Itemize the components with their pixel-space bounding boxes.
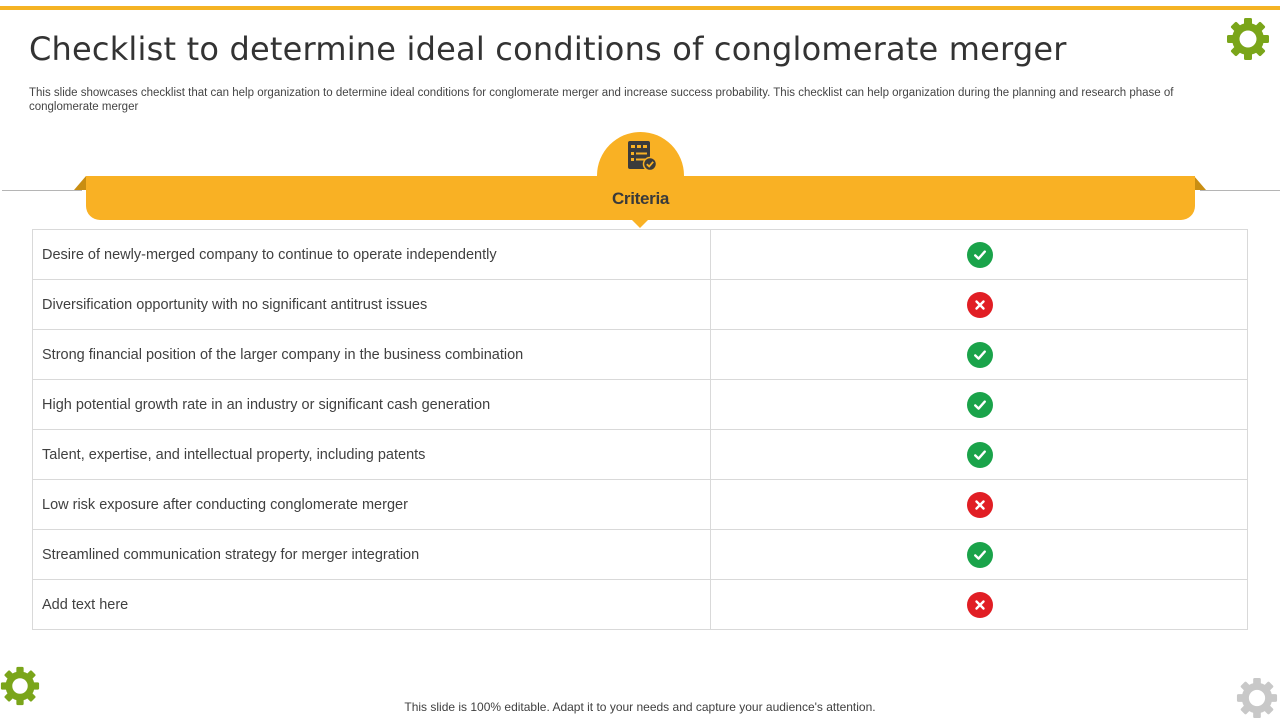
criteria-text: Talent, expertise, and intellectual property, including patents: [33, 430, 711, 479]
criteria-text: Streamlined communication strategy for merger integration: [33, 530, 711, 579]
check-icon: [967, 242, 993, 268]
table-row: [32, 330, 1248, 380]
check-icon: [967, 342, 993, 368]
status-cell: [711, 280, 1247, 329]
status-cell: [711, 430, 1247, 479]
status-cell: [711, 330, 1247, 379]
status-cell: [711, 480, 1247, 529]
check-icon: [967, 392, 993, 418]
divider-right: [1200, 190, 1280, 191]
table-row: [32, 580, 1248, 630]
criteria-text: Low risk exposure after conducting conglomerate merger: [33, 480, 711, 529]
top-accent-bar: [0, 6, 1280, 10]
divider-left: [2, 190, 82, 191]
status-cell: [711, 580, 1247, 629]
criteria-text: Diversification opportunity with no significant antitrust issues: [33, 280, 711, 329]
slide-subtitle: This slide showcases checklist that can help organization to determine ideal conditions for conglomerate merger and increase success probability. This checklist can help organization during the planning and research phase of conglomerate merger: [29, 87, 1174, 113]
table-row: [32, 280, 1248, 330]
criteria-checklist: [32, 229, 1248, 630]
cross-icon: [967, 292, 993, 318]
ribbon-fold-left: [74, 176, 86, 190]
table-row: [32, 230, 1248, 280]
header-pointer: [632, 220, 648, 228]
table-row: [32, 380, 1248, 430]
criteria-text: Add text here: [33, 580, 711, 629]
table-row: [32, 530, 1248, 580]
criteria-header-label: Criteria: [611, 189, 670, 208]
criteria-text: Desire of newly-merged company to continue to operate independently: [33, 230, 711, 279]
check-icon: [967, 442, 993, 468]
cross-icon: [967, 492, 993, 518]
table-row: [32, 480, 1248, 530]
status-cell: [711, 530, 1247, 579]
criteria-text: Strong financial position of the larger company in the business combination: [33, 330, 711, 379]
ribbon-fold-right: [1194, 176, 1206, 190]
status-cell: [711, 230, 1247, 279]
status-cell: [711, 380, 1247, 429]
cross-icon: [967, 592, 993, 618]
slide-title: Checklist to determine ideal conditions of conglomerate merger: [29, 30, 1067, 68]
check-icon: [967, 542, 993, 568]
checklist-document-icon: [624, 140, 658, 172]
table-row: [32, 430, 1248, 480]
footer-note: This slide is 100% editable. Adapt it to your needs and capture your audience's attention.: [404, 700, 876, 714]
gear-icon: [1226, 17, 1270, 61]
criteria-text: High potential growth rate in an industry or significant cash generation: [33, 380, 711, 429]
